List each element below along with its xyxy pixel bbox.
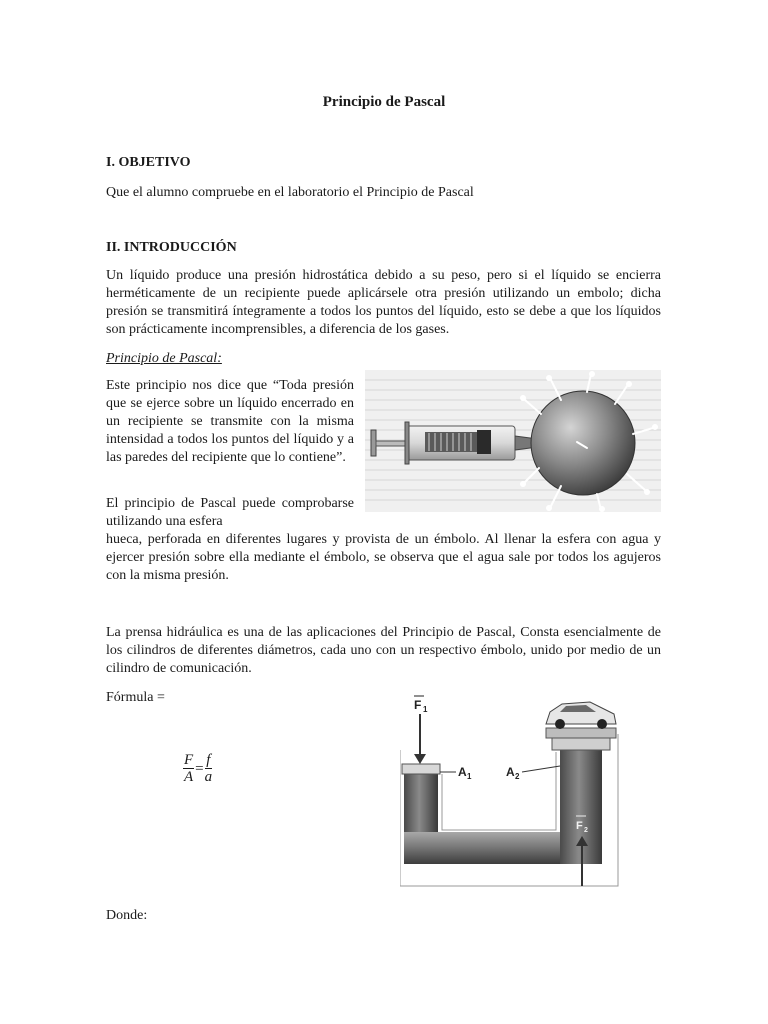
formula-den-left: A [184, 769, 194, 785]
formula-label: Fórmula = [106, 690, 165, 705]
label-f1-sub: 1 [423, 705, 428, 714]
formula [183, 752, 212, 785]
intro-paragraph: Un líquido produce una presión hidrostática debido a su peso, pero si el líquido se encierra herméticamente de un recipiente puede aplicársele otra presión utilizando un embolo; dicha presión se transmitirá íntegramente a todos los puntos del líquido, esto se debe a que los líquidos son prácticamente incomprensibles, a diferencia de los gases. [106, 268, 661, 337]
label-a1-sub: 1 [467, 772, 472, 781]
principle-paragraph: Este principio nos dice que “Toda presión que se ejerce sobre un líquido encerrado en un recipiente se transmite con la misma intensidad a todos los puntos del líquido y a las paredes del recipiente que lo contiene”. [106, 378, 354, 465]
donde-label: Donde: [106, 908, 148, 923]
label-f2: F [576, 820, 583, 832]
formula-num-right: f [206, 752, 211, 768]
objetivo-text: Que el alumno compruebe en el laboratorio el Principio de Pascal [106, 185, 474, 200]
formula-num-left: F [184, 752, 194, 768]
hydraulic-press-figure [400, 690, 620, 888]
section-heading-objetivo: I. OBJETIVO [106, 155, 191, 170]
label-a2: A [506, 765, 515, 779]
formula-den-right: a [204, 769, 213, 785]
syringe-sphere-figure [365, 370, 661, 512]
sphere-paragraph-start: El principio de Pascal puede comprobarse utilizando una esfera [106, 496, 354, 529]
label-f2-sub: 2 [584, 827, 588, 834]
subheading-principio: Principio de Pascal: [106, 351, 222, 366]
sphere-paragraph-end: hueca, perforada en diferentes lugares y provista de un émbolo. Al llenar la esfera con agua y ejercer presión sobre ella mediante el émbolo, se observa que el agua sale por todos los agujeros con la misma presión. [106, 532, 661, 583]
fraction-left [183, 752, 194, 785]
section-heading-introduccion: II. INTRODUCCIÓN [106, 240, 237, 255]
label-a2-sub: 2 [515, 772, 520, 781]
fraction-right [205, 752, 213, 785]
formula-equals: = [195, 760, 204, 777]
page-title: Principio de Pascal [322, 94, 446, 110]
label-f1: F [414, 698, 422, 712]
label-a1: A [458, 765, 467, 779]
press-paragraph: La prensa hidráulica es una de las aplicaciones del Principio de Pascal, Consta esencialmente de los cilindros de diferentes diámetros, cada uno con un respectivo émbolo, unido por medio de un cilindro de comunicación. [106, 625, 661, 676]
